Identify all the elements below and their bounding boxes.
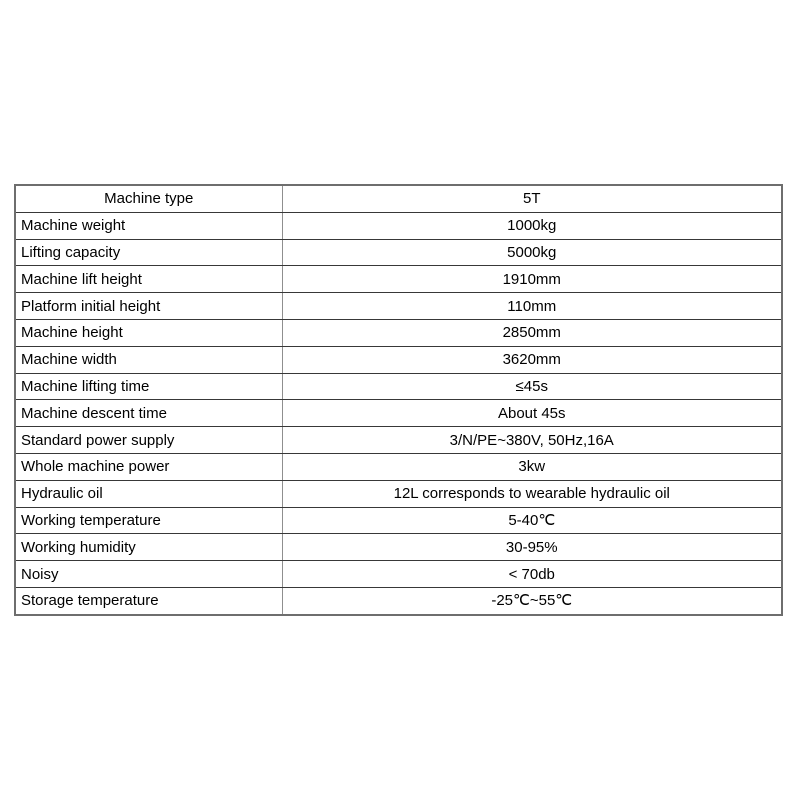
table-row [15, 561, 782, 588]
spec-label: Machine lifting time [15, 373, 282, 400]
spec-label: Platform initial height [15, 293, 282, 320]
spec-label: Hydraulic oil [15, 480, 282, 507]
spec-value: 30-95% [282, 534, 782, 561]
spec-value: 5T [282, 185, 782, 212]
table-row [15, 319, 782, 346]
spec-label: Working humidity [15, 534, 282, 561]
spec-label: Machine height [15, 319, 282, 346]
machine-spec-table [14, 184, 783, 616]
table-row [15, 453, 782, 480]
spec-label: Noisy [15, 561, 282, 588]
spec-value: < 70db [282, 561, 782, 588]
spec-value: 1000kg [282, 212, 782, 239]
table-row [15, 212, 782, 239]
table-row [15, 534, 782, 561]
table-row [15, 427, 782, 454]
spec-value: 5-40℃ [282, 507, 782, 534]
spec-value: 110mm [282, 293, 782, 320]
spec-value: 2850mm [282, 319, 782, 346]
table-row [15, 587, 782, 614]
table-row [15, 400, 782, 427]
spec-label: Machine weight [15, 212, 282, 239]
table-row [15, 480, 782, 507]
spec-label: Standard power supply [15, 427, 282, 454]
spec-value: 3/N/PE~380V, 50Hz,16A [282, 427, 782, 454]
spec-value: 3620mm [282, 346, 782, 373]
spec-label: Lifting capacity [15, 239, 282, 266]
spec-label: Storage temperature [15, 587, 282, 614]
spec-value: About 45s [282, 400, 782, 427]
spec-value: 1910mm [282, 266, 782, 293]
spec-label: Machine lift height [15, 266, 282, 293]
spec-label: Working temperature [15, 507, 282, 534]
table-row [15, 507, 782, 534]
spec-label: Machine type [15, 185, 282, 212]
spec-label: Machine descent time [15, 400, 282, 427]
table-row [15, 293, 782, 320]
spec-value: 12L corresponds to wearable hydraulic oil [282, 480, 782, 507]
spec-value: ≤45s [282, 373, 782, 400]
spec-label: Machine width [15, 346, 282, 373]
table-row [15, 266, 782, 293]
table-row [15, 346, 782, 373]
spec-value: -25℃~55℃ [282, 587, 782, 614]
table-row [15, 373, 782, 400]
spec-value: 5000kg [282, 239, 782, 266]
spec-label: Whole machine power [15, 453, 282, 480]
table-row [15, 185, 782, 212]
spec-value: 3kw [282, 453, 782, 480]
table-row [15, 239, 782, 266]
